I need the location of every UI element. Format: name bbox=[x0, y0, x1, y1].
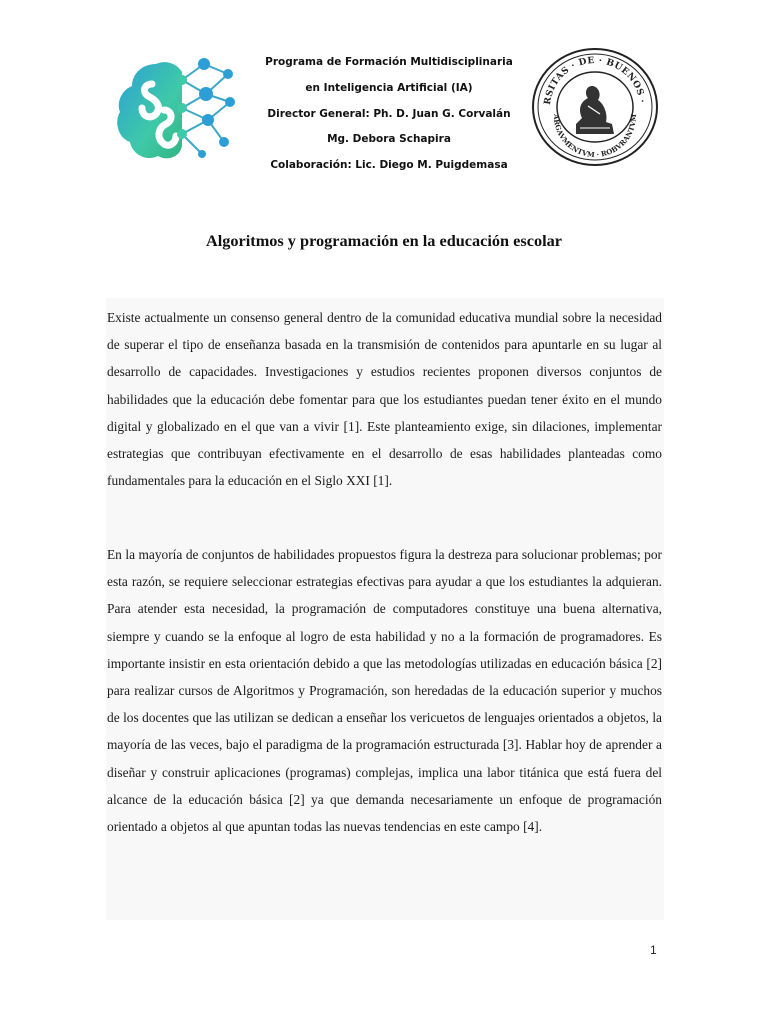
seal-text-bottom: ARGAVMENTVM · ROBVRANTVM bbox=[551, 113, 639, 160]
svg-text:UNIVERSITAS · DE · BUENOS · AI bbox=[528, 44, 647, 107]
header-line-director: Director General: Ph. D. Juan G. Corvalán bbox=[267, 107, 511, 120]
ia-network-logo-icon bbox=[112, 50, 240, 168]
page-number: 1 bbox=[650, 943, 657, 957]
header-line-colaboracion: Colaboración: Lic. Diego M. Puigdemasa bbox=[270, 159, 508, 172]
paragraph-2: En la mayoría de conjuntos de habilidades propuestos figura la destreza para solucionar problemas; por esta razón, se requiere seleccionar estrategias efectivas para ayudar a que los estudiantes la adquieran. Para atender esta necesidad, la programación de computadores constituye una buena alternativa, siempre y cuando se la enfoque al logro de esta habilidad y no a la formación de programadores. Es importante insistir en esta orientación debido a que las metodologías utilizadas en educación básica [2] para realizar cursos de Algoritmos y Programación, son heredadas de la educación superior y muchos de los docentes que las utilizan se dedican a enseñar los vericuetos de lenguajes orientados a objetos, la mayoría de las veces, bajo el paradigma de la programación estructurada [3]. Hablar hoy de aprender a diseñar y construir aplicaciones (programas) complejas, implica una labor titánica que está fuera del alcance de la educación básica [2] ya que demanda necesariamente un enfoque de programación orientado a objetos al que apuntan todas las nuevas tendencias en este campo [4]. bbox=[107, 547, 662, 835]
university-seal-icon bbox=[528, 44, 662, 168]
seal-text-top: RSITAS · DE · BUENOS · bbox=[543, 55, 647, 106]
header-line-schapira: Mg. Debora Schapira bbox=[327, 133, 451, 146]
header-line-program: Programa de Formación Multidisciplinaria bbox=[265, 56, 513, 68]
document-title: Algoritmos y programación en la educación escolar bbox=[205, 231, 563, 250]
paragraph-1: Existe actualmente un consenso general dentro de la comunidad educativa mundial sobre la necesidad de superar el tipo de enseñanza basada en la transmisión de contenidos para apuntarle en su lugar al desarrollo de capacidades. Investigaciones y estudios recientes proponen diversos conjuntos de habilidades que la educación debe fomentar para que los estudiantes puedan tener éxito en el mundo digital y globalizado en el que van a vivir [1]. Este planteamiento exige, sin dilaciones, implementar estrategias que contribuyan efectivamente en el desarrollo de esas habilidades planteadas como fundamentales para la educación en el Siglo XXI [1]. bbox=[107, 310, 662, 489]
header-line-ia: en Inteligencia Artificial (IA) bbox=[305, 81, 473, 94]
document-header bbox=[248, 54, 530, 183]
